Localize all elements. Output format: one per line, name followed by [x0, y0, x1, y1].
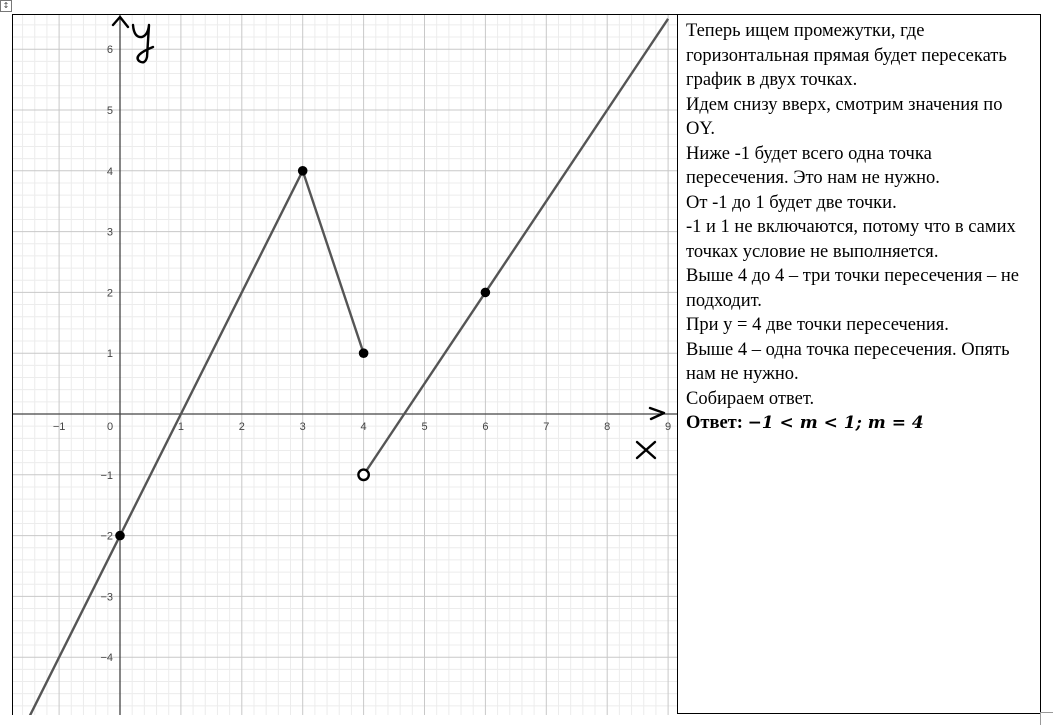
y-tick-label: 2: [106, 287, 113, 300]
y-tick-label: −1: [100, 469, 113, 482]
x-tick-label: 0: [106, 421, 114, 433]
table-move-handle-icon[interactable]: ↕: [0, 0, 12, 12]
explanation-line: -1 и 1 не включаются, потому что в самих точках условие не выполняется.: [686, 217, 1016, 262]
x-tick-label: 5: [421, 421, 428, 433]
function-line: [364, 19, 668, 475]
answer-line: [686, 411, 1034, 436]
y-tick-label: −2: [100, 530, 113, 543]
explanation-line: Ниже -1 будет всего одна точка пересечения. Это нам не нужно.: [686, 143, 940, 188]
y-tick-label: 1: [106, 348, 113, 361]
explanation-text: [686, 19, 1034, 436]
x-tick-label: −1: [52, 421, 66, 433]
filled-point: [481, 288, 491, 298]
x-tick-label: 3: [299, 421, 306, 433]
explanation-line: Идем снизу вверх, смотрим значения по OY.: [686, 94, 1003, 139]
x-tick-label: 7: [543, 421, 550, 433]
x-tick-label: 9: [665, 421, 672, 433]
x-tick-label: 8: [604, 421, 611, 433]
x-tick-label: 6: [482, 421, 489, 433]
y-tick-label: −3: [100, 591, 113, 604]
explanation-line: От -1 до 1 будет две точки.: [686, 192, 897, 213]
answer-label: Ответ:: [686, 413, 743, 433]
graph-cell: [12, 14, 678, 715]
open-point: [358, 470, 368, 480]
answer-value: −1 < m < 1; m = 4: [747, 413, 924, 433]
explanation-line: Выше 4 до 4 – три точки пересечения – не подходит.: [686, 266, 1019, 311]
y-tick-label: 6: [106, 44, 113, 57]
x-tick-label: 1: [177, 421, 184, 433]
y-tick-label: 3: [106, 226, 113, 239]
filled-point: [115, 531, 125, 541]
explanation-cell: [677, 14, 1041, 714]
explanation-line: При y = 4 две точки пересечения.: [686, 315, 949, 335]
filled-point: [359, 348, 369, 358]
x-tick-label: 4: [360, 421, 367, 433]
y-tick-label: 5: [106, 105, 113, 117]
filled-point: [298, 166, 308, 176]
x-tick-label: 2: [238, 421, 245, 433]
y-axis-handwritten-label: [133, 25, 153, 62]
explanation-line: Собираем ответ.: [686, 388, 815, 409]
explanation-line: Выше 4 – одна точка пересечения. Опять нам не нужно.: [686, 339, 1010, 384]
y-tick-label: −4: [100, 652, 113, 665]
table-resize-handle-icon[interactable]: [1040, 712, 1053, 725]
function-graph: [13, 15, 678, 715]
explanation-line: Теперь ищем промежутки, где горизонтальная прямая будет пересекать график в двух точках.: [686, 21, 1007, 90]
y-tick-label: 4: [106, 165, 113, 178]
